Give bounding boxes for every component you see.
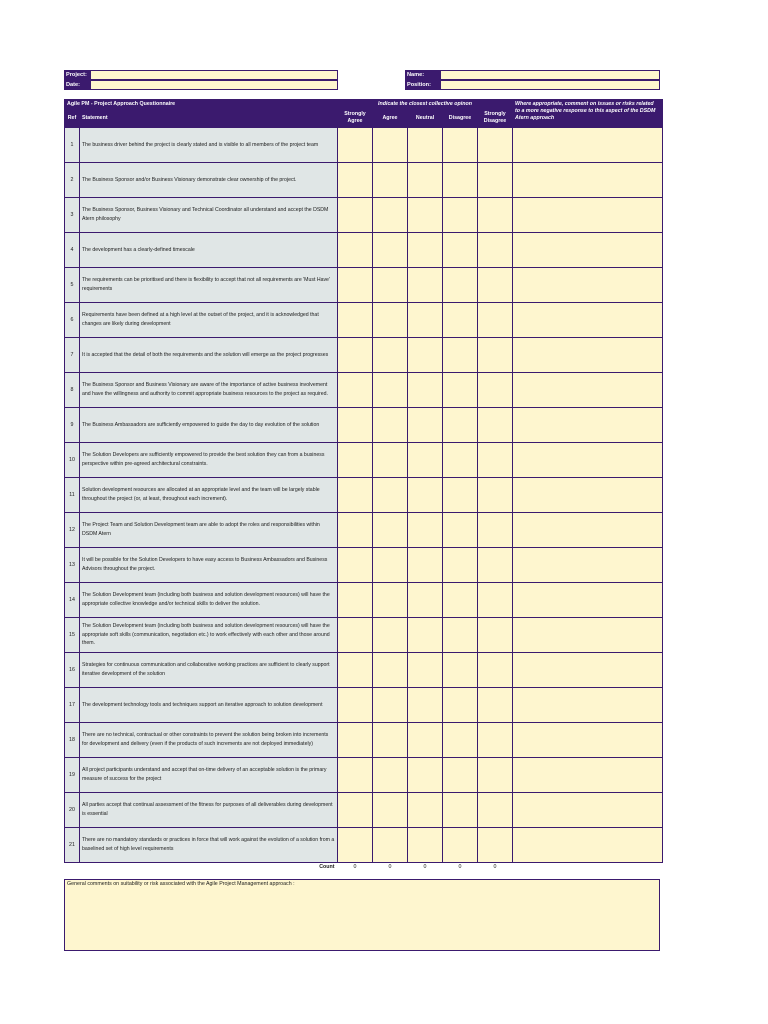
strongly-agree-cell[interactable] [338, 478, 373, 513]
agree-cell[interactable] [373, 303, 408, 338]
general-comments-label: General comments on suitability or risk associated with the Agile Project Management approach : [67, 881, 295, 887]
project-field[interactable] [90, 70, 338, 80]
agree-cell[interactable] [373, 268, 408, 303]
comment-cell[interactable] [513, 513, 663, 548]
question-statement: It will be possible for the Solution Developers to have easy access to Business Ambassadors and Business Advisors throughout the project. [80, 548, 338, 583]
count-strongly-agree: 0 [353, 864, 357, 871]
comment-cell[interactable] [513, 128, 663, 163]
question-statement: The business driver behind the project is clearly stated and is visible to all members of the project team [80, 128, 338, 163]
date-field[interactable] [90, 80, 338, 90]
agree-cell[interactable] [373, 758, 408, 793]
strongly-agree-cell[interactable] [338, 373, 373, 408]
question-ref: 1 [65, 128, 80, 163]
question-row [65, 303, 663, 338]
strongly-agree-cell[interactable] [338, 723, 373, 758]
disagree-cell[interactable] [443, 443, 478, 478]
strongly-disagree-cell[interactable] [478, 688, 513, 723]
strongly-agree-cell[interactable] [338, 758, 373, 793]
comment-cell[interactable] [513, 268, 663, 303]
strongly-disagree-cell[interactable] [478, 268, 513, 303]
neutral-cell[interactable] [408, 513, 443, 548]
question-ref: 12 [65, 513, 80, 548]
comment-cell[interactable] [513, 653, 663, 688]
question-row [65, 723, 663, 758]
strongly-disagree-cell[interactable] [478, 478, 513, 513]
agree-cell[interactable] [373, 128, 408, 163]
question-ref: 6 [65, 303, 80, 338]
neutral-cell[interactable] [408, 198, 443, 233]
question-row [65, 828, 663, 863]
strongly-disagree-cell[interactable] [478, 513, 513, 548]
question-row [65, 583, 663, 618]
neutral-cell[interactable] [408, 548, 443, 583]
strongly-disagree-cell[interactable] [478, 303, 513, 338]
strongly-agree-cell[interactable] [338, 338, 373, 373]
neutral-cell[interactable] [408, 723, 443, 758]
disagree-cell[interactable] [443, 303, 478, 338]
disagree-cell[interactable] [443, 478, 478, 513]
count-disagree: 0 [458, 864, 462, 871]
question-row [65, 758, 663, 793]
question-statement: The Project Team and Solution Development team are able to adopt the roles and responsibilities within DSDM Atern [80, 513, 338, 548]
question-row [65, 338, 663, 373]
question-row [65, 793, 663, 828]
question-row [65, 198, 663, 233]
agree-cell[interactable] [373, 548, 408, 583]
instruction-header: Indicate the closest collective opinon [338, 100, 513, 109]
agree-cell[interactable] [373, 653, 408, 688]
strongly-disagree-cell[interactable] [478, 198, 513, 233]
question-ref: 9 [65, 408, 80, 443]
comment-cell[interactable] [513, 233, 663, 268]
name-label: Name: [405, 70, 440, 80]
strongly-disagree-cell[interactable] [478, 233, 513, 268]
strongly-disagree-cell[interactable] [478, 163, 513, 198]
question-ref: 14 [65, 583, 80, 618]
disagree-cell[interactable] [443, 408, 478, 443]
disagree-cell[interactable] [443, 233, 478, 268]
neutral-cell[interactable] [408, 303, 443, 338]
agree-cell[interactable] [373, 198, 408, 233]
neutral-cell[interactable] [408, 478, 443, 513]
comment-column-header: Where appropriate, comment on issues or risks related to a more negative response to this aspect of the DSDM Atern approach [513, 100, 663, 128]
question-statement: Requirements have been defined at a high level at the outset of the project, and it is acknowledged that changes are likely during development [80, 303, 338, 338]
comment-cell[interactable] [513, 583, 663, 618]
disagree-column-header: Disagree [443, 109, 478, 128]
question-statement: The development has a clearly-defined timescale [80, 233, 338, 268]
question-ref: 3 [65, 198, 80, 233]
agree-cell[interactable] [373, 618, 408, 653]
question-row [65, 233, 663, 268]
date-label: Date: [64, 80, 90, 90]
strongly-agree-cell[interactable] [338, 793, 373, 828]
agree-cell[interactable] [373, 163, 408, 198]
question-ref: 18 [65, 723, 80, 758]
agree-cell[interactable] [373, 793, 408, 828]
question-statement: The Solution Development team (including both business and solution development resources) will have the appropriate collective knowledge and/or technical skills to deliver the solution. [80, 583, 338, 618]
count-row [65, 863, 663, 872]
neutral-cell[interactable] [408, 618, 443, 653]
neutral-column-header: Neutral [408, 109, 443, 128]
question-ref: 13 [65, 548, 80, 583]
strongly-disagree-cell[interactable] [478, 583, 513, 618]
project-label: Project: [64, 70, 90, 80]
question-ref: 11 [65, 478, 80, 513]
strongly-agree-cell[interactable] [338, 828, 373, 863]
name-field[interactable] [440, 70, 660, 80]
strongly-disagree-column-header: Strongly Disagree [478, 109, 513, 128]
question-statement: It is accepted that the detail of both the requirements and the solution will emerge as the project progresses [80, 338, 338, 373]
questionnaire-table [64, 99, 663, 872]
neutral-cell[interactable] [408, 688, 443, 723]
disagree-cell[interactable] [443, 338, 478, 373]
count-neutral: 0 [423, 864, 427, 871]
question-statement: The Business Sponsor, Business Visionary and Technical Coordinator all understand and accept the DSDM Atern philosophy [80, 198, 338, 233]
disagree-cell[interactable] [443, 373, 478, 408]
disagree-cell[interactable] [443, 653, 478, 688]
disagree-cell[interactable] [443, 688, 478, 723]
question-ref: 20 [65, 793, 80, 828]
comment-cell[interactable] [513, 373, 663, 408]
question-statement: The Business Ambassadors are sufficiently empowered to guide the day to day evolution of the solution [80, 408, 338, 443]
strongly-disagree-cell[interactable] [478, 443, 513, 478]
general-comments-box[interactable] [64, 879, 660, 951]
agree-cell[interactable] [373, 828, 408, 863]
comment-cell[interactable] [513, 443, 663, 478]
question-statement: The development technology tools and techniques support an iterative approach to solution development [80, 688, 338, 723]
disagree-cell[interactable] [443, 583, 478, 618]
neutral-cell[interactable] [408, 163, 443, 198]
question-statement: The Solution Developers are sufficiently empowered to provide the best solution they can from a business perspective within pre-agreed architectural constraints. [80, 443, 338, 478]
strongly-agree-cell[interactable] [338, 688, 373, 723]
disagree-cell[interactable] [443, 513, 478, 548]
strongly-agree-cell[interactable] [338, 583, 373, 618]
strongly-disagree-cell[interactable] [478, 793, 513, 828]
agree-cell[interactable] [373, 443, 408, 478]
strongly-agree-cell[interactable] [338, 513, 373, 548]
neutral-cell[interactable] [408, 793, 443, 828]
ref-column-header: Ref [65, 109, 80, 128]
position-field[interactable] [440, 80, 660, 90]
agree-cell[interactable] [373, 478, 408, 513]
count-strongly-disagree: 0 [493, 864, 497, 871]
question-statement: All parties accept that continual assessment of the fitness for purposes of all deliverables during development is essential [80, 793, 338, 828]
question-ref: 15 [65, 618, 80, 653]
strongly-agree-cell[interactable] [338, 163, 373, 198]
question-row [65, 373, 663, 408]
question-row [65, 408, 663, 443]
question-ref: 17 [65, 688, 80, 723]
disagree-cell[interactable] [443, 548, 478, 583]
strongly-agree-column-header: Strongly Agree [338, 109, 373, 128]
question-statement: All project participants understand and accept that on-time delivery of an acceptable solution is the primary measure of success for the project [80, 758, 338, 793]
comment-cell[interactable] [513, 338, 663, 373]
neutral-cell[interactable] [408, 443, 443, 478]
question-row [65, 128, 663, 163]
neutral-cell[interactable] [408, 128, 443, 163]
strongly-disagree-cell[interactable] [478, 548, 513, 583]
count-label: Count [319, 864, 335, 871]
question-row [65, 478, 663, 513]
agree-cell[interactable] [373, 338, 408, 373]
question-ref: 4 [65, 233, 80, 268]
disagree-cell[interactable] [443, 163, 478, 198]
question-row [65, 163, 663, 198]
strongly-disagree-cell[interactable] [478, 618, 513, 653]
strongly-disagree-cell[interactable] [478, 653, 513, 688]
comment-cell[interactable] [513, 688, 663, 723]
question-row [65, 618, 663, 653]
agree-cell[interactable] [373, 583, 408, 618]
comment-cell[interactable] [513, 303, 663, 338]
comment-cell[interactable] [513, 408, 663, 443]
question-row [65, 548, 663, 583]
neutral-cell[interactable] [408, 758, 443, 793]
question-ref: 19 [65, 758, 80, 793]
question-statement: The Solution Development team (including both business and solution development resources) will have the appropriate soft skills (communication, negotiation etc.) to work effectively with each other and those around them. [80, 618, 338, 653]
strongly-agree-cell[interactable] [338, 128, 373, 163]
strongly-agree-cell[interactable] [338, 548, 373, 583]
strongly-agree-cell[interactable] [338, 198, 373, 233]
strongly-agree-cell[interactable] [338, 233, 373, 268]
question-ref: 8 [65, 373, 80, 408]
question-ref: 21 [65, 828, 80, 863]
neutral-cell[interactable] [408, 338, 443, 373]
agree-cell[interactable] [373, 513, 408, 548]
disagree-cell[interactable] [443, 828, 478, 863]
agree-column-header: Agree [373, 109, 408, 128]
questionnaire-title: Agile PM - Project Approach Questionnaire [65, 100, 338, 109]
disagree-cell[interactable] [443, 793, 478, 828]
strongly-disagree-cell[interactable] [478, 758, 513, 793]
question-statement: The Business Sponsor and Business Visionary are aware of the importance of active business involvement and have the willingness and authority to commit appropriate business resources to the project as required. [80, 373, 338, 408]
question-statement: Solution development resources are allocated at an appropriate level and the team will be largely stable throughout the project (or, at least, throughout each increment). [80, 478, 338, 513]
disagree-cell[interactable] [443, 618, 478, 653]
question-ref: 10 [65, 443, 80, 478]
agree-cell[interactable] [373, 408, 408, 443]
question-ref: 7 [65, 338, 80, 373]
disagree-cell[interactable] [443, 268, 478, 303]
question-row [65, 688, 663, 723]
neutral-cell[interactable] [408, 233, 443, 268]
strongly-agree-cell[interactable] [338, 443, 373, 478]
comment-cell[interactable] [513, 478, 663, 513]
strongly-agree-cell[interactable] [338, 618, 373, 653]
agree-cell[interactable] [373, 233, 408, 268]
question-statement: Strategies for continuous communication and collaborative working practices are sufficient to clearly support iterative development of the solution [80, 653, 338, 688]
position-label: Position: [405, 80, 440, 90]
question-ref: 5 [65, 268, 80, 303]
comment-cell[interactable] [513, 793, 663, 828]
neutral-cell[interactable] [408, 653, 443, 688]
strongly-disagree-cell[interactable] [478, 373, 513, 408]
strongly-agree-cell[interactable] [338, 653, 373, 688]
question-statement: The Business Sponsor and/or Business Visionary demonstrate clear ownership of the project. [80, 163, 338, 198]
question-ref: 2 [65, 163, 80, 198]
comment-cell[interactable] [513, 618, 663, 653]
question-row [65, 513, 663, 548]
agree-cell[interactable] [373, 373, 408, 408]
strongly-disagree-cell[interactable] [478, 828, 513, 863]
disagree-cell[interactable] [443, 723, 478, 758]
question-statement: There are no technical, contractual or other constraints to prevent the solution being broken into increments for development and delivery (even if the products of such increments are not deployed immediately) [80, 723, 338, 758]
comment-cell[interactable] [513, 828, 663, 863]
strongly-disagree-cell[interactable] [478, 408, 513, 443]
disagree-cell[interactable] [443, 198, 478, 233]
comment-cell[interactable] [513, 198, 663, 233]
neutral-cell[interactable] [408, 828, 443, 863]
neutral-cell[interactable] [408, 268, 443, 303]
comment-cell[interactable] [513, 758, 663, 793]
neutral-cell[interactable] [408, 583, 443, 618]
comment-cell[interactable] [513, 163, 663, 198]
agree-cell[interactable] [373, 723, 408, 758]
comment-cell[interactable] [513, 548, 663, 583]
strongly-disagree-cell[interactable] [478, 128, 513, 163]
count-agree: 0 [388, 864, 392, 871]
strongly-agree-cell[interactable] [338, 408, 373, 443]
strongly-agree-cell[interactable] [338, 303, 373, 338]
question-statement: The requirements can be prioritised and there is flexibility to accept that not all requirements are 'Must Have' requirements [80, 268, 338, 303]
strongly-disagree-cell[interactable] [478, 723, 513, 758]
question-row [65, 443, 663, 478]
agree-cell[interactable] [373, 688, 408, 723]
disagree-cell[interactable] [443, 128, 478, 163]
neutral-cell[interactable] [408, 408, 443, 443]
question-row [65, 268, 663, 303]
question-ref: 16 [65, 653, 80, 688]
question-row [65, 653, 663, 688]
comment-cell[interactable] [513, 723, 663, 758]
neutral-cell[interactable] [408, 373, 443, 408]
statement-column-header: Statement [80, 109, 338, 128]
disagree-cell[interactable] [443, 758, 478, 793]
strongly-disagree-cell[interactable] [478, 338, 513, 373]
strongly-agree-cell[interactable] [338, 268, 373, 303]
question-statement: There are no mandatory standards or practices in force that will work against the evolution of a solution from a baselined set of high level requirements [80, 828, 338, 863]
